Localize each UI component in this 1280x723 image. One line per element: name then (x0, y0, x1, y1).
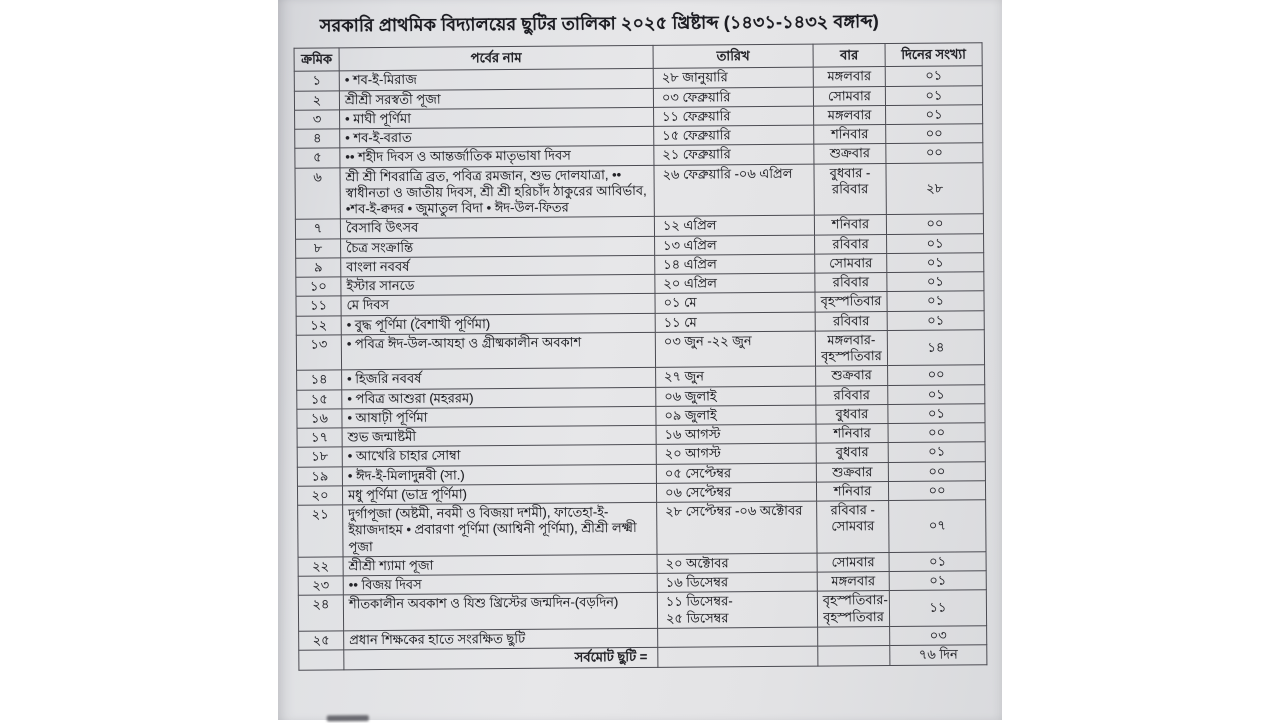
date-cell: ১৬ ডিসেম্বর (657, 572, 817, 593)
holiday-table-body (294, 66, 987, 650)
date-cell: ১২ এপ্রিল (654, 215, 814, 236)
date-cell: ০৫ সেপ্টেম্বর (656, 463, 816, 484)
days-count-cell: ০০ (886, 124, 983, 144)
weekday-cell: সোমবার (817, 552, 889, 572)
header-days-count: দিনের সংখ্যা (885, 43, 982, 67)
festival-name-cell: •• বিজয় দিবস (343, 573, 657, 595)
days-count-cell: ০১ (889, 552, 986, 572)
serial-cell: ১২ (296, 315, 341, 335)
days-count-cell: ০১ (888, 404, 985, 424)
days-count-cell: ০০ (888, 461, 985, 481)
date-cell: ১১ ডিসেম্বর- ২৫ ডিসেম্বর (657, 591, 817, 628)
weekday-cell: বৃহস্পতিবার (815, 292, 887, 312)
table-row (295, 162, 983, 219)
header-weekday: বার (813, 44, 885, 68)
festival-name-cell: ইস্টার সানডে (341, 274, 655, 296)
ink-smudge (327, 715, 369, 721)
total-row (299, 645, 987, 670)
date-cell: ১৫ ফেব্রুয়ারি (654, 125, 814, 146)
weekday-cell: শনিবার (816, 424, 888, 444)
days-count-cell: ০১ (889, 571, 986, 591)
header-festival-name: পর্বের নাম (339, 45, 653, 71)
date-cell (658, 627, 818, 648)
weekday-cell: রবিবার (815, 273, 887, 293)
festival-name-cell: চৈত্র সংক্রান্তি (341, 236, 655, 258)
serial-cell: ৮ (296, 238, 341, 258)
date-cell: ২১ ফেব্রুয়ারি (654, 144, 814, 165)
date-cell: ১১ ফেব্রুয়ারি (654, 106, 814, 127)
total-label-cell: সর্বমোট ছুটি = (344, 647, 658, 669)
date-cell: ২০ এপ্রিল (655, 273, 815, 294)
date-cell: ২৮ সেপ্টেম্বর -০৬ অক্টোবর (657, 501, 817, 554)
serial-cell: ২৪ (298, 595, 343, 631)
serial-cell: ১৩ (296, 335, 341, 371)
weekday-cell: শনিবার (814, 125, 886, 145)
serial-cell: ৬ (295, 167, 340, 219)
table-row (298, 590, 986, 631)
date-cell: ২৬ ফেব্রুয়ারি -০৬ এপ্রিল (654, 164, 814, 217)
weekday-cell: শুক্রবার (816, 366, 888, 386)
date-cell: ২৮ জানুয়ারি (653, 67, 813, 88)
festival-name-cell: • পবিত্র ঈদ-উল-আযহা ও গ্রীষ্মকালীন অবকাশ (341, 332, 655, 370)
date-cell: ২০ আগস্ট (656, 443, 816, 464)
festival-name-cell: বৈসাবি উৎসব (340, 217, 654, 239)
weekday-cell: মঙ্গলবার (814, 105, 886, 125)
date-cell: ১৬ আগস্ট (656, 424, 816, 445)
weekday-cell: শনিবার (814, 215, 886, 235)
festival-name-cell: প্রধান শিক্ষকের হাতে সংরক্ষিত ছুটি (344, 628, 658, 650)
serial-cell: ৩ (295, 110, 340, 130)
header-date: তারিখ (653, 44, 813, 69)
days-count-cell: ০১ (887, 233, 984, 253)
weekday-cell: বুধবার - রবিবার (814, 163, 886, 215)
festival-name-cell: বাংলা নববর্ষ (341, 255, 655, 277)
table-row (296, 330, 984, 371)
days-count-cell: ১৪ (887, 330, 984, 366)
days-count-cell: ০১ (887, 310, 984, 330)
days-count-cell: ০১ (888, 442, 985, 462)
weekday-cell (818, 626, 890, 646)
weekday-cell: বুধবার (816, 443, 888, 463)
weekday-cell: বুধবার (816, 404, 888, 424)
days-count-cell: ১১ (889, 590, 986, 626)
days-count-cell: ০১ (886, 105, 983, 125)
total-serial-cell (299, 650, 344, 670)
serial-cell: ১১ (296, 296, 341, 316)
weekday-cell: সোমবার (815, 253, 887, 273)
table-row (298, 500, 986, 557)
serial-cell: ২০ (297, 486, 342, 506)
serial-cell: ২১ (298, 505, 343, 557)
serial-cell: ১৪ (297, 370, 342, 390)
serial-cell: ২৩ (298, 576, 343, 596)
festival-name-cell: • হিজরি নববর্ষ (342, 368, 656, 390)
date-cell: ১১ মে (655, 312, 815, 333)
festival-name-cell: মে দিবস (341, 294, 655, 316)
weekday-cell: রবিবার - সোমবার (817, 501, 889, 553)
serial-cell: ৫ (295, 148, 340, 168)
festival-name-cell: শ্রী শ্রী শিবরাত্রি ব্রত, পবিত্র রমজান, শুভ দোলযাত্রা, •• স্বাধীনতা ও জাতীয় দিবস, শ্রী শ্রী হরিচাঁদ ঠাকুরের আবির্ভাব, •শব-ই-ক্বদর • জুমাতুল বিদা • ঈদ-উল-ফিতর (340, 165, 654, 219)
date-cell: ০১ মে (655, 292, 815, 313)
weekday-cell: রবিবার (815, 234, 887, 254)
days-count-cell: ০১ (888, 384, 985, 404)
festival-name-cell: দুর্গাপূজা (অষ্টমী, নবমী ও বিজয়া দশমী), ফাতেহা-ই-ইয়াজদাহম • প্রবারণা পূর্ণিমা (আশ্বিনী পূর্ণিমা), শ্রীশ্রী লক্ষ্মী পূজা (343, 502, 657, 556)
serial-cell: ৪ (295, 129, 340, 149)
weekday-cell: শুক্রবার (814, 144, 886, 164)
days-count-cell: ০১ (887, 253, 984, 273)
weekday-cell: বৃহস্পতিবার- বৃহস্পতিবার (817, 591, 889, 627)
days-count-cell: ০৭ (889, 500, 986, 553)
days-count-cell: ০১ (885, 66, 982, 86)
date-cell: ০৬ জুলাই (656, 386, 816, 407)
date-cell: ১৩ এপ্রিল (655, 235, 815, 256)
holiday-table (294, 42, 988, 670)
serial-cell: ৯ (296, 258, 341, 278)
weekday-cell: শুক্রবার (816, 462, 888, 482)
date-cell: ০৩ ফেব্রুয়ারি (653, 87, 813, 108)
total-date-cell (658, 646, 818, 667)
serial-cell: ১ (294, 71, 339, 91)
serial-cell: ২ (294, 90, 339, 110)
days-count-cell: ০০ (886, 143, 983, 163)
date-cell: ০৩ জুন -২২ জুন (655, 331, 815, 368)
weekday-cell: শনিবার (816, 481, 888, 501)
weekday-cell: রবিবার (816, 385, 888, 405)
days-count-cell: ০০ (888, 365, 985, 385)
document-title: সরকারি প্রাথমিক বিদ্যালয়ের ছুটির তালিকা ২০২৫ খ্রিষ্টাব্দ (১৪৩১-১৪৩২ বঙ্গাব্দ) (319, 11, 879, 36)
festival-name-cell: • আষাঢ়ী পূর্ণিমা (342, 406, 656, 428)
weekday-cell: সোমবার (813, 86, 885, 106)
serial-cell: ৭ (295, 219, 340, 239)
serial-cell: ১০ (296, 277, 341, 297)
serial-cell: ১৬ (297, 409, 342, 429)
days-count-cell: ০১ (887, 272, 984, 292)
festival-name-cell: • পবিত্র আশুরা (মহররম) (342, 387, 656, 409)
days-count-cell: ০১ (885, 85, 982, 105)
serial-cell: ২২ (298, 557, 343, 577)
document-sheet (275, 0, 1005, 723)
total-weekday-cell (818, 646, 890, 667)
festival-name-cell: মধু পূর্ণিমা (ভাদ্র পূর্ণিমা) (342, 483, 656, 505)
festival-name-cell: • বুদ্ধ পূর্ণিমা (বৈশাখী পূর্ণিমা) (341, 313, 655, 335)
weekday-cell: মঙ্গলবার (813, 67, 885, 87)
weekday-cell: রবিবার (815, 311, 887, 331)
festival-name-cell: শ্রীশ্রী সরস্বতী পূজা (339, 88, 653, 110)
festival-name-cell: শুভ জন্মাষ্টমী (342, 425, 656, 447)
festival-name-cell: • শব-ই-বরাত (340, 126, 654, 148)
festival-name-cell: •• শহীদ দিবস ও আন্তর্জাতিক মাতৃভাষা দিবস (340, 146, 654, 168)
serial-cell: ১৯ (297, 466, 342, 486)
header-serial: ক্রমিক (294, 48, 339, 72)
serial-cell: ২৫ (299, 631, 344, 651)
days-count-cell: ০১ (887, 291, 984, 311)
festival-name-cell: • আখেরি চাহার সোম্বা (342, 445, 656, 467)
date-cell: ০৬ সেপ্টেম্বর (656, 482, 816, 503)
festival-name-cell: • মাঘী পূর্ণিমা (340, 107, 654, 129)
serial-cell: ১৭ (297, 428, 342, 448)
weekday-cell: মঙ্গলবার- বৃহস্পতিবার (815, 330, 887, 366)
date-cell: ২০ অক্টোবর (657, 553, 817, 574)
days-count-cell: ০০ (886, 214, 983, 234)
date-cell: ২৭ জুন (656, 366, 816, 387)
festival-name-cell: • ঈদ-ই-মিলাদুন্নবী (সা.) (342, 464, 656, 486)
days-count-cell: ০০ (888, 423, 985, 443)
weekday-cell: মঙ্গলবার (817, 572, 889, 592)
serial-cell: ১৮ (297, 447, 342, 467)
days-count-cell: ০৩ (890, 626, 987, 646)
scanned-document (278, 0, 1002, 720)
date-cell: ১৪ এপ্রিল (655, 254, 815, 275)
festival-name-cell: শ্রীশ্রী শ্যামা পূজা (343, 554, 657, 576)
festival-name-cell: শীতকালীন অবকাশ ও যিশু খ্রিস্টের জন্মদিন-(বড়দিন) (343, 593, 657, 631)
days-count-cell: ০০ (888, 481, 985, 501)
total-value-cell: ৭৬ দিন (890, 645, 987, 666)
serial-cell: ১৫ (297, 389, 342, 409)
festival-name-cell: • শব-ই-মিরাজ (339, 69, 653, 91)
date-cell: ০৯ জুলাই (656, 405, 816, 426)
days-count-cell: ২৮ (886, 162, 983, 215)
